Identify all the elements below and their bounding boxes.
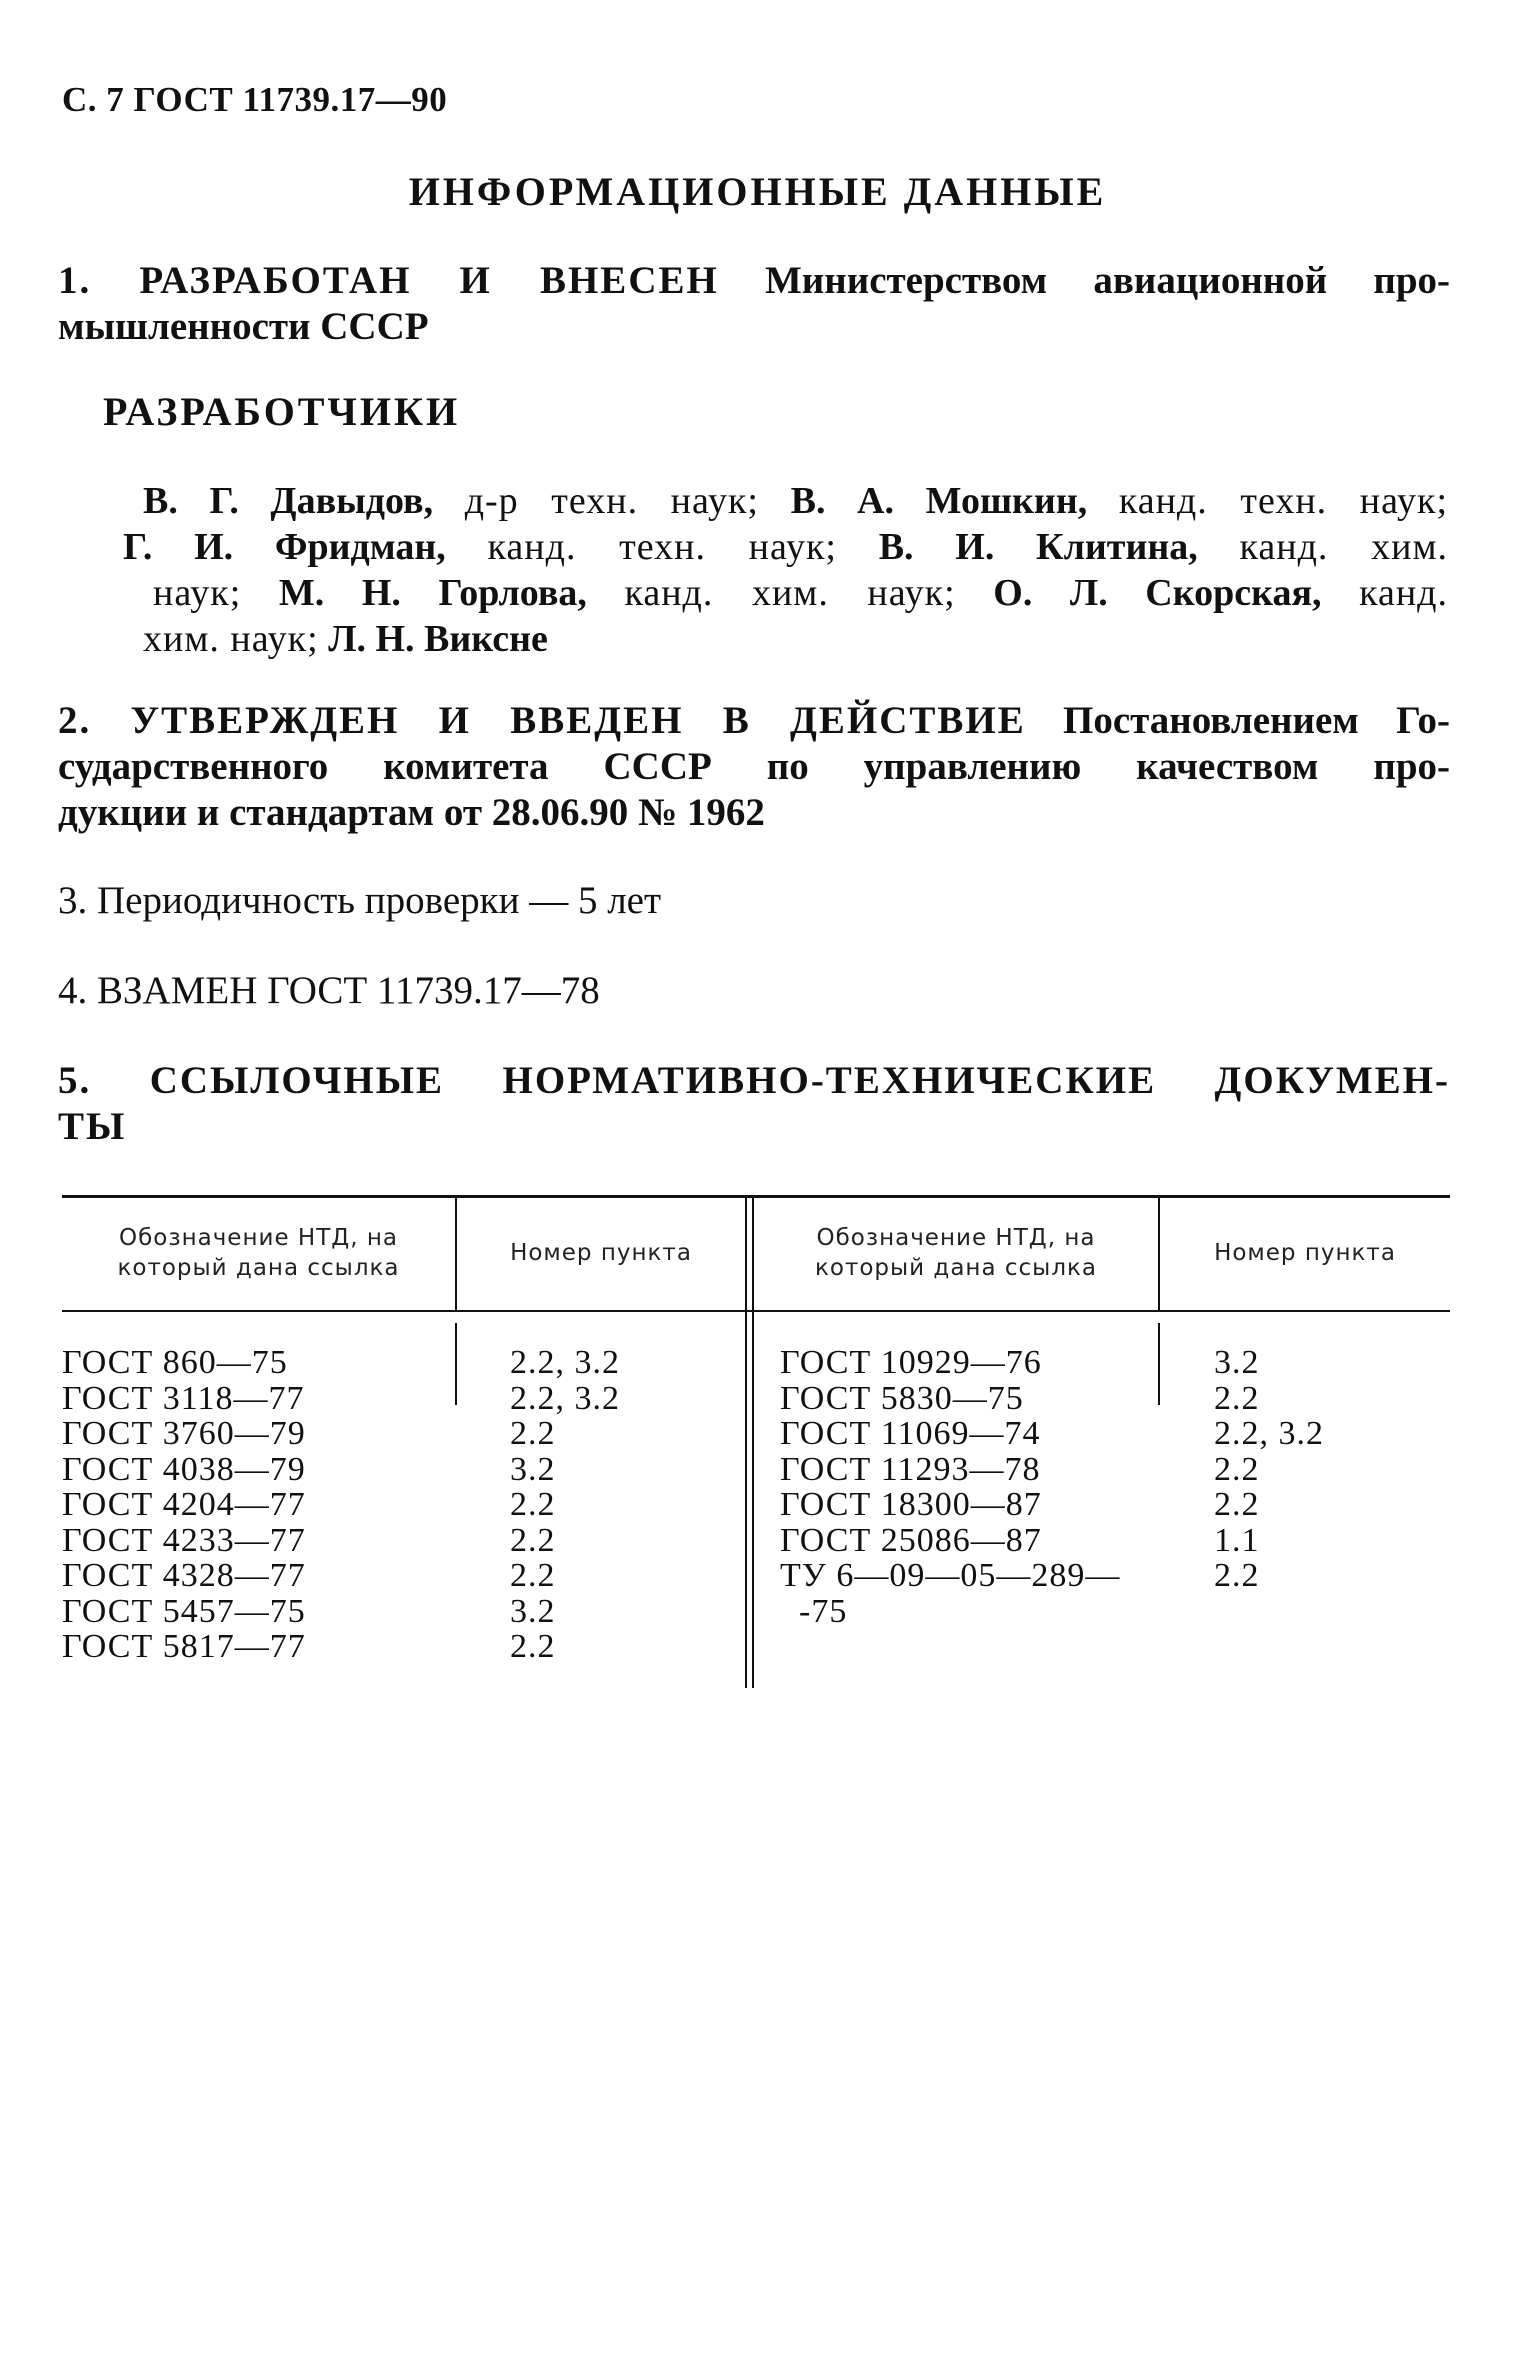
developer-degree: наук; (153, 572, 242, 614)
left-item-column: 2.2, 3.2 2.2, 3.2 2.2 3.2 2.2 2.2 2.2 3.2 2.2 (510, 1344, 620, 1665)
item-2-line-3: дукции и стандартам от 28.06.90 № 1962 (58, 791, 765, 834)
developers-title: РАЗРАБОТЧИКИ (103, 389, 461, 434)
item-4: 4. ВЗАМЕН ГОСТ 11739.17—78 (58, 969, 600, 1012)
developer-name: В. А. Мошкин, (790, 480, 1088, 522)
right-doc-column: ГОСТ 10929—76 ГОСТ 5830—75 ГОСТ 11069—74 ГОСТ 11293—78 ГОСТ 18300—87 ГОСТ 25086—87 ТУ 6—09—05—289— -75 (780, 1344, 1121, 1630)
page-title: ИНФОРМАЦИОННЫЕ ДАННЫЕ (408, 169, 1107, 214)
column-header-item-right: Номер пункта (1214, 1240, 1396, 1266)
table-top-rule (62, 1195, 1450, 1198)
item-2-text: Постановлением Го- (1063, 699, 1451, 742)
item-2-lead: 2. УТВЕРЖДЕН И ВВЕДЕН В ДЕЙСТВИЕ (58, 699, 1026, 742)
item-5-line-1: 5. ССЫЛОЧНЫЕ НОРМАТИВНО-ТЕХНИЧЕСКИЕ ДОКУМЕН- (58, 1059, 1450, 1102)
developer-name: Л. Н. Виксне (328, 618, 548, 660)
right-item-column: 3.2 2.2 2.2, 3.2 2.2 2.2 1.1 2.2 (1214, 1344, 1324, 1594)
table-divider (745, 1198, 747, 1688)
item-1-text: Министерством авиационной про- (764, 259, 1451, 302)
developer-name: О. Л. Скорская, (993, 572, 1322, 614)
developer-degree: канд. хим. (1239, 526, 1449, 568)
table-divider (1158, 1323, 1160, 1405)
developer-degree: канд. хим. наук; (624, 572, 956, 614)
developer-name: М. Н. Горлова, (278, 572, 587, 614)
item-1-lead: 1. РАЗРАБОТАН И ВНЕСЕН (58, 259, 719, 302)
item-5-line-2: ТЫ (58, 1105, 127, 1148)
developer-degree: канд. техн. наук; (1118, 480, 1449, 522)
item-2 (58, 698, 1450, 836)
left-doc-column: ГОСТ 860—75 ГОСТ 3118—77 ГОСТ 3760—79 ГОСТ 4038—79 ГОСТ 4204—77 ГОСТ 4233—77 ГОСТ 4328—77 ГОСТ 5457—75 ГОСТ 5817—77 (62, 1344, 306, 1665)
column-header-item-left: Номер пункта (510, 1240, 692, 1266)
item-1-text-cont: мышленности СССР (58, 305, 429, 348)
developer-degree: канд. (1359, 572, 1449, 614)
developer-name: Г. И. Фридман, (123, 526, 446, 568)
table-header-rule (62, 1310, 1450, 1312)
item-5 (58, 1058, 1450, 1150)
column-header-doc-left: Обозначение НТД, на который дана ссылка (117, 1225, 400, 1281)
page-header: С. 7 ГОСТ 11739.17—90 (62, 80, 448, 119)
table-divider (455, 1323, 457, 1405)
developers-list (123, 478, 1449, 662)
references-table (62, 1195, 1450, 1695)
item-1 (58, 258, 1450, 350)
developer-name: В. Г. Давыдов, (143, 480, 434, 522)
column-header-doc-right: Обозначение НТД, на который дана ссылка (814, 1225, 1098, 1281)
developer-degree: хим. наук; (143, 618, 319, 660)
item-3: 3. Периодичность проверки — 5 лет (58, 879, 662, 922)
developer-name: В. И. Клитина, (878, 526, 1198, 568)
item-2-line-2: сударственного комитета СССР по управлению качеством про- (58, 745, 1450, 788)
developer-degree: д-р техн. наук; (464, 480, 759, 522)
developer-degree: канд. техн. наук; (487, 526, 837, 568)
